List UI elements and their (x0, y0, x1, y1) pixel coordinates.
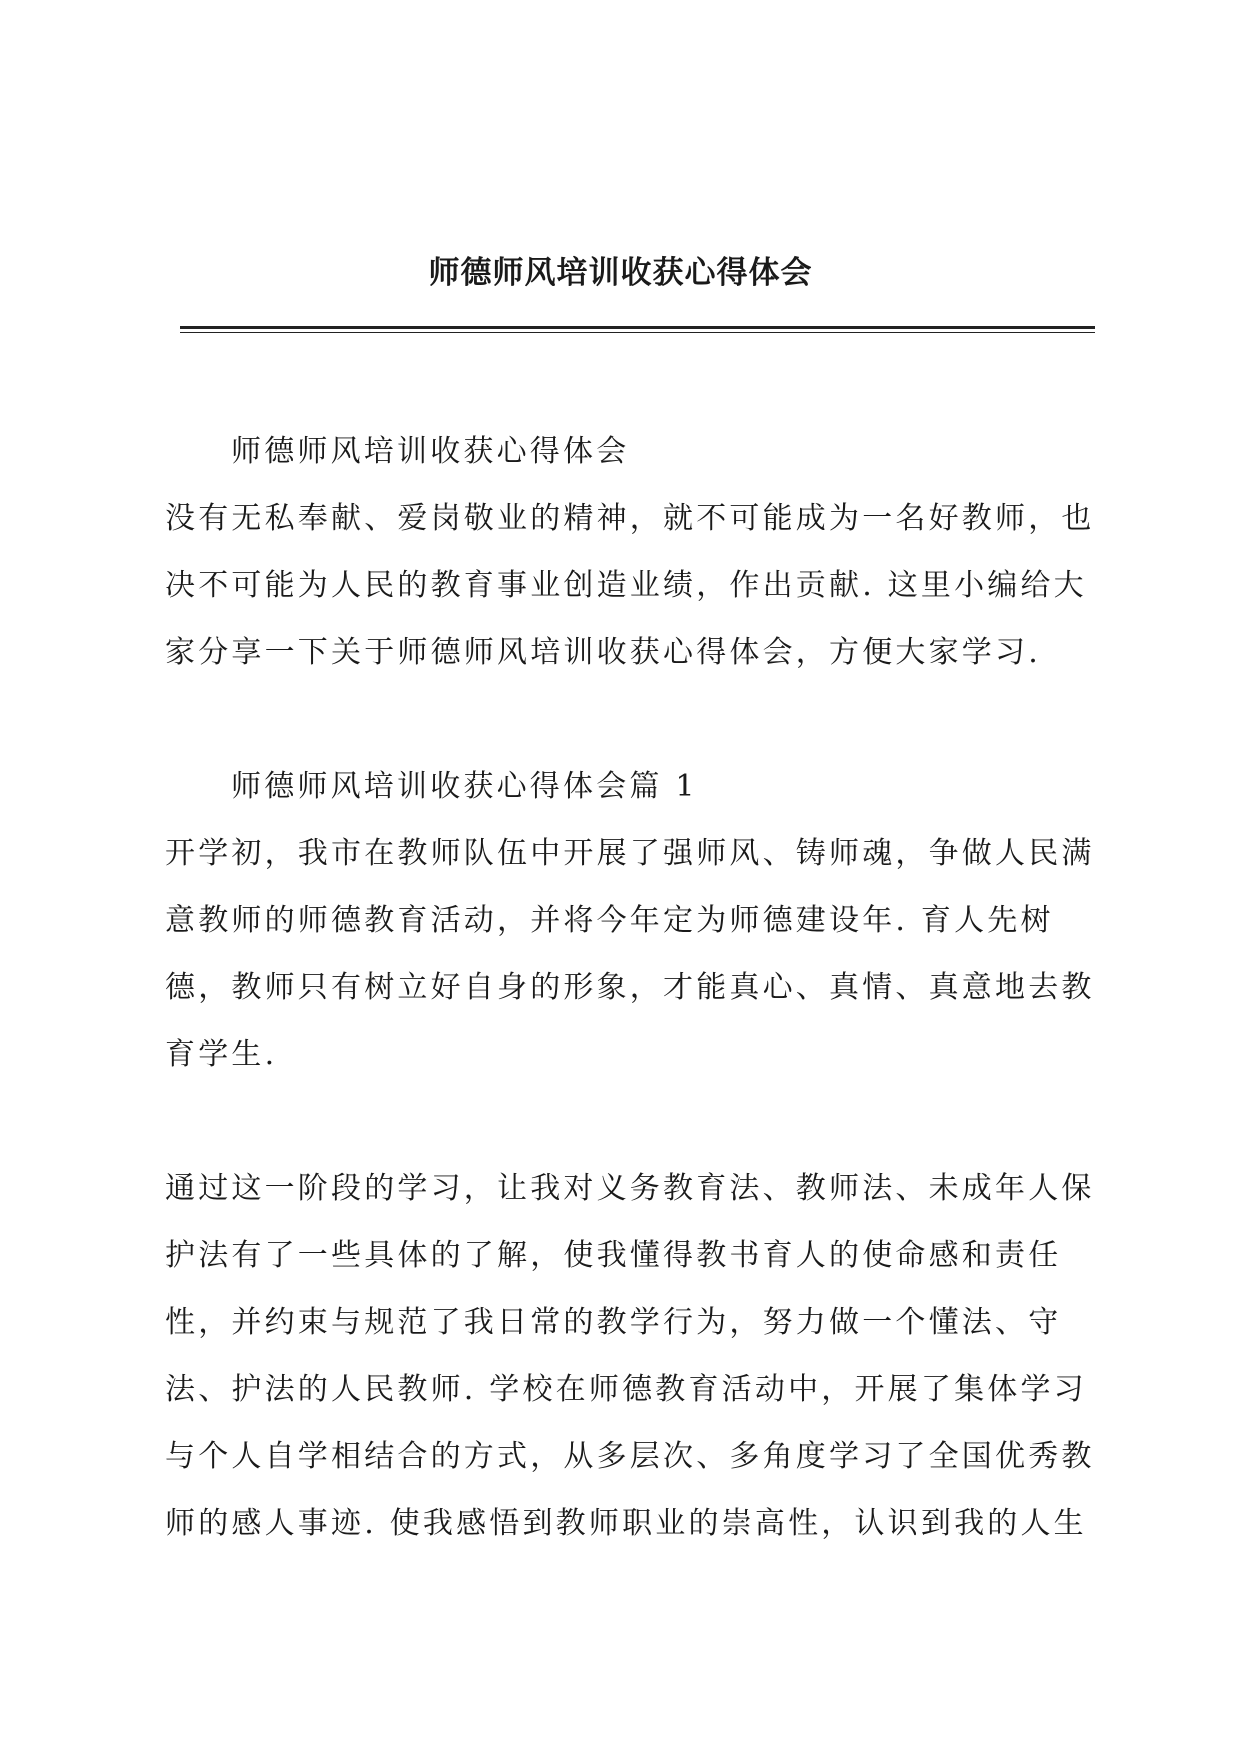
paragraph-line: 没有无私奉献、爱岗敬业的精神，就不可能成为一名好教师，也 (165, 501, 1095, 536)
paragraph-line: 护法有了一些具体的了解，使我懂得教书育人的使命感和责任 (165, 1238, 1062, 1273)
paragraph-line: 意教师的师德教育活动，并将今年定为师德建设年. 育人先树 (165, 903, 1054, 938)
section-heading: 师德师风培训收获心得体会篇 1 (231, 769, 698, 804)
paragraph-line: 开学初，我市在教师队伍中开展了强师风、铸师魂，争做人民满 (165, 836, 1095, 871)
paragraph-line: 通过这一阶段的学习，让我对义务教育法、教师法、未成年人保 (165, 1171, 1095, 1206)
paragraph-line: 决不可能为人民的教育事业创造业绩，作出贡献. 这里小编给大 (165, 568, 1087, 603)
title-divider-thick (180, 326, 1095, 329)
paragraph-gap (165, 1088, 1095, 1155)
paragraph-line: 育学生. (165, 1037, 278, 1072)
paragraph-line: 法、护法的人民教师. 学校在师德教育活动中，开展了集体学习 (165, 1372, 1087, 1407)
title-divider-thin (180, 332, 1095, 333)
paragraph-line: 家分享一下关于师德师风培训收获心得体会，方便大家学习. (165, 635, 1041, 670)
document-body (165, 418, 1095, 1557)
paragraph-line: 师的感人事迹. 使我感悟到教师职业的崇高性，认识到我的人生 (165, 1506, 1087, 1541)
paragraph-line: 与个人自学相结合的方式，从多层次、多角度学习了全国优秀教 (165, 1439, 1095, 1474)
document-title: 师德师风培训收获心得体会 (428, 255, 813, 291)
paragraph-gap (165, 686, 1095, 753)
paragraph-line: 德，教师只有树立好自身的形象，才能真心、真情、真意地去教 (165, 970, 1095, 1005)
section-heading: 师德师风培训收获心得体会 (231, 434, 630, 469)
paragraph-line: 性，并约束与规范了我日常的教学行为，努力做一个懂法、守 (165, 1305, 1062, 1340)
